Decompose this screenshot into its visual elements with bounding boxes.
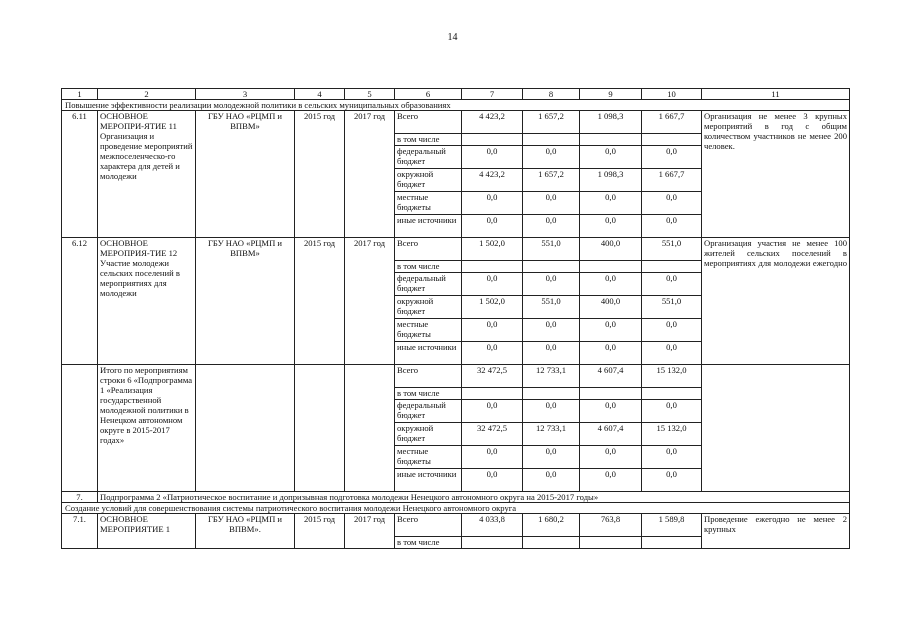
amount-cell: 1 502,0 [462,296,523,319]
amount-cell: 4 033,8 [462,514,523,537]
amount-cell: 1 667,7 [642,169,702,192]
amount-cell: 4 423,2 [462,169,523,192]
amount-cell: 15 132,0 [642,365,702,388]
amount-cell [580,388,642,400]
col-header: 5 [345,89,395,100]
amount-cell: 0,0 [580,400,642,423]
amount-cell: 0,0 [642,146,702,169]
section2-title-row [62,503,850,514]
amount-cell: 551,0 [642,238,702,261]
amount-cell [523,537,580,549]
activity-name: ОСНОВНОЕ МЕРОПРИЯТИЕ 1 [98,514,196,549]
amount-cell: 1 502,0 [462,238,523,261]
funding-row [62,514,850,537]
amount-cell: 0,0 [642,273,702,296]
funding-source: местные бюджеты [395,319,462,342]
amount-cell: 32 472,5 [462,423,523,446]
col-header: 3 [196,89,295,100]
subprogram-number: 7. [62,492,98,503]
start-year: 2015 год [295,111,345,238]
end-year: 2017 год [345,238,395,365]
amount-cell: 1 657,2 [523,111,580,134]
amount-cell: 0,0 [523,400,580,423]
amount-cell [523,134,580,146]
amount-cell: 0,0 [462,192,523,215]
funding-source: иные источники [395,469,462,492]
section-title-row [62,100,850,111]
amount-cell: 0,0 [580,342,642,365]
amount-cell: 0,0 [462,469,523,492]
activity-name: ОСНОВНОЕ МЕРОПРИЯ-ТИЕ 12 Участие молодежи сельских поселений в мероприятиях для молодежи [98,238,196,365]
funding-source: местные бюджеты [395,446,462,469]
amount-cell: 0,0 [462,215,523,238]
start-year: 2015 год [295,514,345,549]
amount-cell: 551,0 [523,238,580,261]
program-table [61,88,850,549]
amount-cell: 4 607,4 [580,365,642,388]
expected-result [702,365,850,492]
amount-cell: 0,0 [580,215,642,238]
amount-cell: 0,0 [642,342,702,365]
amount-cell [462,134,523,146]
amount-cell: 4 423,2 [462,111,523,134]
amount-cell: 1 098,3 [580,169,642,192]
amount-cell: 551,0 [642,296,702,319]
activity-name: ОСНОВНОЕ МЕРОПРИ-ЯТИЕ 11 Организация и проведение мероприятий межпоселенческо-го характера для детей и молодежи [98,111,196,238]
amount-cell: 763,8 [580,514,642,537]
activity-name: Итого по мероприятиям строки 6 «Подпрограмма 1 «Реализация государственной молодежной политики в Ненецком автономном округе в 2015-2017 годах» [98,365,196,492]
col-header: 4 [295,89,345,100]
amount-cell [642,261,702,273]
funding-source: в том числе [395,261,462,273]
amount-cell: 551,0 [523,296,580,319]
amount-cell: 0,0 [523,319,580,342]
start-year: 2015 год [295,238,345,365]
funding-source: окружной бюджет [395,423,462,446]
amount-cell: 0,0 [462,342,523,365]
amount-cell: 1 680,2 [523,514,580,537]
funding-source: Всего [395,365,462,388]
funding-row [62,365,850,388]
expected-result: Проведение ежегодно не менее 2 крупных [702,514,850,549]
funding-source: федеральный бюджет [395,273,462,296]
amount-cell: 0,0 [462,146,523,169]
amount-cell [580,537,642,549]
funding-row [62,111,850,134]
amount-cell: 4 607,4 [580,423,642,446]
amount-cell [523,388,580,400]
funding-source: в том числе [395,537,462,549]
amount-cell: 0,0 [462,446,523,469]
col-header: 6 [395,89,462,100]
amount-cell: 0,0 [523,146,580,169]
item-number: 6.11 [62,111,98,238]
amount-cell: 32 472,5 [462,365,523,388]
col-header: 10 [642,89,702,100]
amount-cell [642,134,702,146]
item-number [62,365,98,492]
section2-title: Создание условий для совершенствования системы патриотического воспитания молодежи Ненецкого автономного округа [62,503,850,514]
funding-source: федеральный бюджет [395,146,462,169]
page-number: 14 [447,32,458,43]
amount-cell: 0,0 [523,273,580,296]
funding-source: в том числе [395,134,462,146]
amount-cell: 0,0 [642,446,702,469]
funding-source: Всего [395,238,462,261]
funding-source: федеральный бюджет [395,400,462,423]
amount-cell: 0,0 [580,446,642,469]
start-year [295,365,345,492]
amount-cell: 0,0 [642,215,702,238]
amount-cell: 0,0 [642,192,702,215]
amount-cell: 0,0 [642,319,702,342]
amount-cell: 0,0 [580,469,642,492]
subprogram-title: Подпрограмма 2 «Патриотическое воспитание и допризывная подготовка молодежи Ненецкого автономного округа на 2015-2017 годы» [98,492,850,503]
executor [196,365,295,492]
amount-cell: 0,0 [523,446,580,469]
funding-source: в том числе [395,388,462,400]
amount-cell [642,537,702,549]
col-header: 11 [702,89,850,100]
funding-source: окружной бюджет [395,296,462,319]
amount-cell: 15 132,0 [642,423,702,446]
expected-result: Организация участия не менее 100 жителей сельских поселений в мероприятиях для молодежи ежегодно [702,238,850,365]
amount-cell: 0,0 [642,400,702,423]
amount-cell: 400,0 [580,238,642,261]
amount-cell: 12 733,1 [523,365,580,388]
funding-source: окружной бюджет [395,169,462,192]
section-title: Повышение эффективности реализации молодежной политики в сельских муниципальных образованиях [62,100,850,111]
amount-cell [523,261,580,273]
amount-cell: 0,0 [580,273,642,296]
amount-cell [580,261,642,273]
amount-cell: 0,0 [523,469,580,492]
col-header: 9 [580,89,642,100]
column-number-row [62,89,850,100]
amount-cell: 1 667,7 [642,111,702,134]
funding-source: Всего [395,111,462,134]
amount-cell: 0,0 [642,469,702,492]
amount-cell: 400,0 [580,296,642,319]
amount-cell [642,388,702,400]
expected-result: Организация не менее 3 крупных мероприятий в год с общим количеством участников не менее 200 человек. [702,111,850,238]
executor: ГБУ НАО «РЦМП и ВПВМ» [196,111,295,238]
amount-cell: 0,0 [462,400,523,423]
funding-source: иные источники [395,215,462,238]
amount-cell: 0,0 [523,192,580,215]
end-year [345,365,395,492]
subprogram-row [62,492,850,503]
amount-cell: 0,0 [462,319,523,342]
funding-source: иные источники [395,342,462,365]
item-number: 6.12 [62,238,98,365]
amount-cell [462,537,523,549]
col-header: 2 [98,89,196,100]
amount-cell [462,261,523,273]
end-year: 2017 год [345,111,395,238]
executor: ГБУ НАО «РЦМП и ВПВМ» [196,238,295,365]
item-number: 7.1. [62,514,98,549]
amount-cell: 0,0 [523,342,580,365]
funding-source: Всего [395,514,462,537]
amount-cell: 0,0 [580,146,642,169]
amount-cell: 1 657,2 [523,169,580,192]
amount-cell [462,388,523,400]
amount-cell: 1 098,3 [580,111,642,134]
funding-row [62,238,850,261]
end-year: 2017 год [345,514,395,549]
amount-cell: 12 733,1 [523,423,580,446]
col-header: 7 [462,89,523,100]
amount-cell: 1 589,8 [642,514,702,537]
amount-cell: 0,0 [580,319,642,342]
executor: ГБУ НАО «РЦМП и ВПВМ». [196,514,295,549]
col-header: 8 [523,89,580,100]
amount-cell: 0,0 [580,192,642,215]
funding-source: местные бюджеты [395,192,462,215]
col-header: 1 [62,89,98,100]
amount-cell [580,134,642,146]
amount-cell: 0,0 [462,273,523,296]
amount-cell: 0,0 [523,215,580,238]
